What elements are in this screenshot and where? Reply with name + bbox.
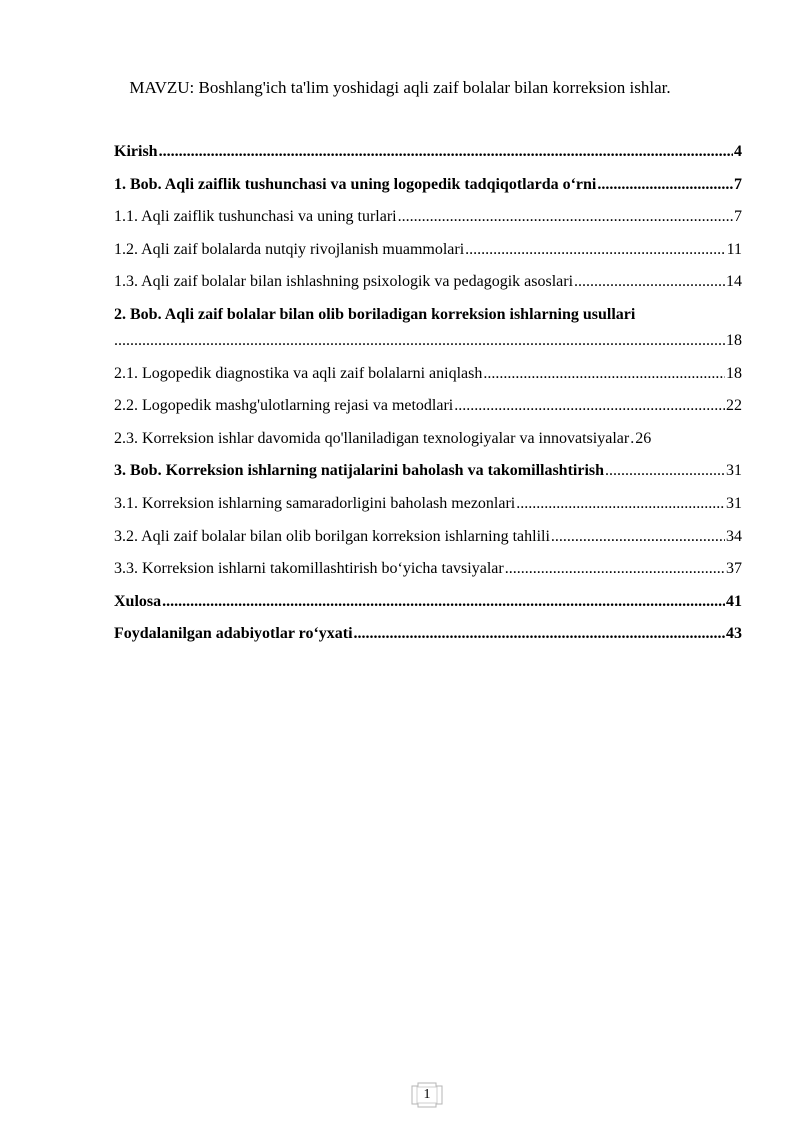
toc-entry-chapter-2-page[interactable] [114, 329, 742, 362]
document-title: MAVZU: Boshlang'ich ta'lim yoshidagi aqli zaif bolalar bilan korreksion ishlar. [129, 78, 671, 97]
toc-entry-text: 1.3. Aqli zaif bolalar bilan ishlashning psixologik va pedagogik asoslari [114, 273, 574, 291]
toc-leader-dots [516, 492, 725, 516]
toc-leader-dots [454, 394, 725, 418]
toc-entry-page: 7 [734, 175, 742, 193]
toc-entry-2-2[interactable] [114, 394, 742, 427]
toc-entry-text: 2.1. Logopedik diagnostika va aqli zaif bolalarni aniqlash [114, 364, 483, 382]
toc-leader-dots [574, 270, 725, 294]
toc-leader-dots [465, 238, 725, 262]
toc-entry-3-2[interactable] [114, 525, 742, 558]
toc-entry-page: 26 [635, 429, 652, 447]
table-of-contents [114, 140, 742, 655]
toc-leader-dots [114, 329, 725, 353]
toc-leader-dots [605, 459, 725, 483]
toc-entry-page: 18 [726, 331, 742, 349]
toc-entry-text: 3.3. Korreksion ishlarni takomillashtirish bo‘yicha tavsiyalar [114, 560, 504, 578]
toc-entry-text: Foydalanilgan adabiyotlar ro‘yxati [114, 625, 353, 643]
toc-entry-1-1[interactable] [114, 205, 742, 238]
toc-leader-dots [597, 173, 733, 197]
toc-entry-text: Kirish [114, 143, 158, 160]
toc-leader-dots [630, 427, 634, 451]
toc-entry-text: 1.1. Aqli zaiflik tushunchasi va uning turlari [114, 208, 397, 226]
toc-entry-chapter-2[interactable] [114, 303, 742, 329]
toc-entry-chapter-3[interactable] [114, 459, 742, 492]
toc-entry-page: 31 [726, 494, 742, 512]
toc-entry-page: 14 [726, 273, 742, 291]
toc-leader-dots [354, 622, 725, 646]
toc-entry-text: 2.3. Korreksion ishlar davomida qo'llaniladigan texnologiyalar va innovatsiyalar [114, 429, 630, 447]
toc-entry-1-3[interactable] [114, 270, 742, 303]
toc-entry-adabiyotlar[interactable] [114, 622, 742, 655]
toc-entry-2-1[interactable] [114, 362, 742, 395]
toc-entry-3-1[interactable] [114, 492, 742, 525]
toc-leader-dots [162, 590, 725, 614]
toc-entry-text: 2.2. Logopedik mashg'ulotlarning rejasi va metodlari [114, 397, 454, 415]
toc-entry-page: 41 [726, 592, 742, 610]
toc-entry-page: 11 [726, 240, 742, 258]
toc-entry-text: Xulosa [114, 592, 162, 610]
toc-entry-text: 1.2. Aqli zaif bolalarda nutqiy rivojlanish muammolari [114, 240, 465, 258]
toc-entry-text: 3. Bob. Korreksion ishlarning natijalarini baholash va takomillashtirish [114, 462, 605, 480]
toc-entry-page: 22 [726, 397, 742, 415]
toc-entry-3-3[interactable] [114, 557, 742, 590]
toc-entry-text: 1. Bob. Aqli zaiflik tushunchasi va uning logopedik tadqiqotlarda o‘rni [114, 175, 597, 193]
toc-entry-page: 7 [734, 208, 742, 226]
toc-leader-dots [551, 525, 725, 549]
toc-entry-text: 3.2. Aqli zaif bolalar bilan olib borilgan korreksion ishlarning tahlili [114, 527, 550, 545]
toc-leader-dots [398, 205, 733, 229]
toc-entry-text: 2. Bob. Aqli zaif bolalar bilan olib boriladigan korreksion ishlarning usullari [114, 305, 636, 323]
page-number: 1 [423, 1087, 431, 1102]
page-number-badge [409, 1081, 445, 1109]
toc-entry-page: 43 [726, 625, 742, 643]
toc-entry-xulosa[interactable] [114, 590, 742, 623]
toc-entry-page: 18 [726, 364, 742, 382]
toc-entry-1-2[interactable] [114, 238, 742, 271]
toc-entry-page: 31 [726, 462, 742, 480]
toc-entry-2-3[interactable] [114, 427, 742, 460]
toc-entry-page: 37 [726, 560, 742, 578]
toc-entry-chapter-1[interactable] [114, 173, 742, 206]
toc-entry-kirish[interactable] [114, 140, 742, 173]
toc-leader-dots [159, 140, 733, 164]
toc-leader-dots [505, 557, 725, 581]
toc-leader-dots [483, 362, 725, 386]
toc-entry-text: 3.1. Korreksion ishlarning samaradorligini baholash mezonlari [114, 494, 516, 512]
toc-entry-page: 34 [726, 527, 742, 545]
toc-entry-page: 4 [734, 143, 742, 160]
